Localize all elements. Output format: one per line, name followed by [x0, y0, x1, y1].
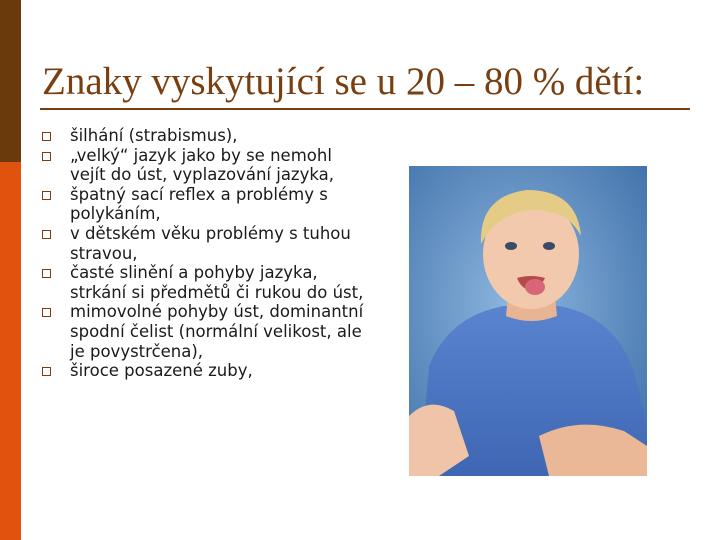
slide-title: Znaky vyskytující se u 20 – 80 % dětí: — [42, 60, 645, 103]
bullet-item — [42, 126, 372, 146]
square-bullet-icon — [42, 152, 51, 161]
square-bullet-icon — [42, 269, 51, 278]
bullet-text: časté slinění a pohyby jazyka, strkání si předmětů či rukou do úst, — [70, 263, 364, 302]
bullet-item — [42, 146, 372, 185]
sidebar-accent-orange — [0, 162, 21, 540]
bullet-text: špatný sací reflex a problémy s polykáním, — [70, 184, 328, 224]
bullet-item — [42, 224, 372, 263]
bullet-item — [42, 361, 372, 381]
sidebar-accent-dark — [0, 0, 21, 162]
square-bullet-icon — [42, 132, 51, 141]
child-photo — [409, 166, 647, 476]
title-underline — [40, 108, 690, 110]
bullet-text: „velký“ jazyk jako by se nemohl vejít do úst, vyplazování jazyka, — [70, 145, 334, 185]
bullet-item — [42, 185, 372, 224]
square-bullet-icon — [42, 367, 51, 376]
bullet-text: v dětském věku problémy s tuhou stravou, — [70, 223, 351, 263]
bullet-text: mimovolné pohyby úst, dominantní spodní čelist (normální velikost, ale je povystrčena), — [70, 302, 364, 361]
square-bullet-icon — [42, 191, 51, 200]
bullet-text: šilhání (strabismus), — [70, 126, 238, 145]
bullet-item — [42, 302, 372, 361]
bullet-text: široce posazené zuby, — [70, 361, 253, 381]
bullet-list — [42, 126, 372, 381]
square-bullet-icon — [42, 308, 51, 317]
bullet-item — [42, 263, 372, 302]
square-bullet-icon — [42, 230, 51, 239]
